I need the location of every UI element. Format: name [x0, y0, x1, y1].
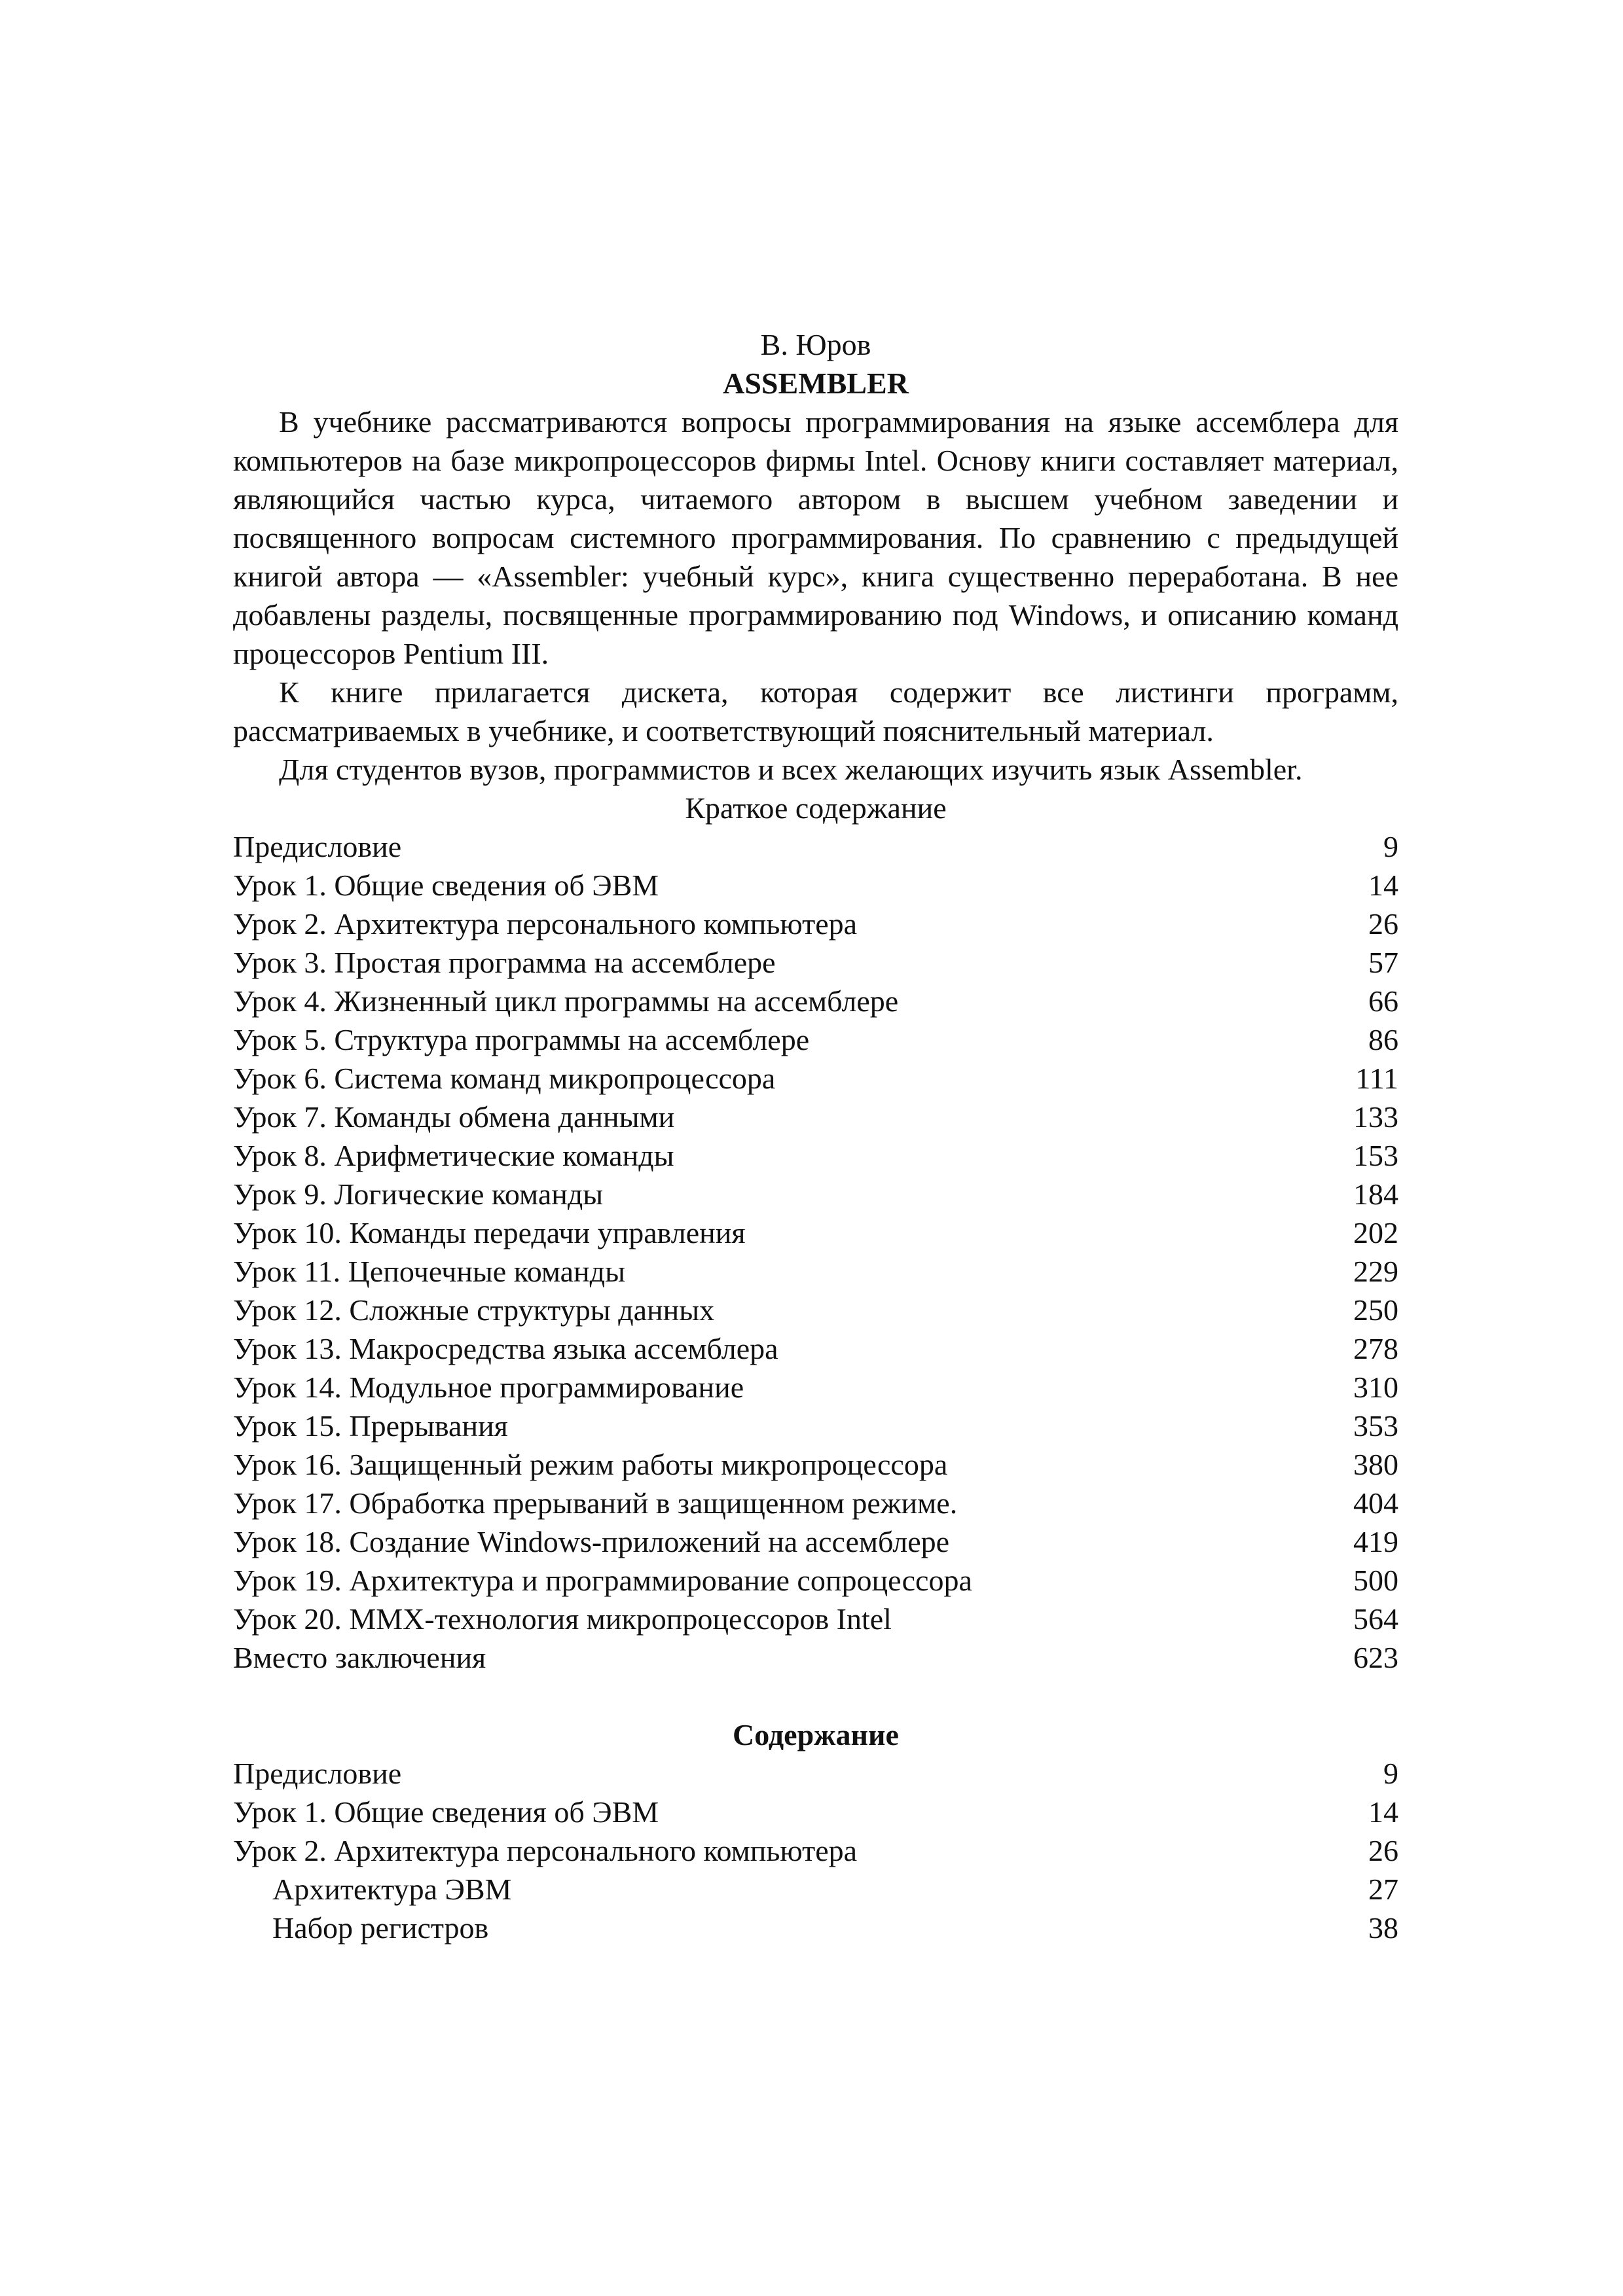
toc-entry	[233, 1831, 1398, 1870]
toc-entry-page: 111	[1355, 1062, 1398, 1095]
short-toc-heading: Краткое содержание	[685, 791, 947, 825]
toc-entry-page: 14	[1368, 1795, 1398, 1829]
annotation	[233, 403, 1398, 789]
toc-entry	[233, 1291, 1398, 1329]
toc-entry-page: 500	[1353, 1564, 1398, 1597]
toc-entry	[233, 1175, 1398, 1213]
toc-entry-title: Урок 5. Структура программы на ассемблере	[233, 1023, 810, 1056]
toc-entry-page: 9	[1383, 1757, 1398, 1790]
toc-entry	[233, 1522, 1398, 1561]
toc-entry-title: Урок 10. Команды передачи управления	[233, 1216, 746, 1249]
toc-entry	[233, 827, 1398, 866]
toc-entry-page: 86	[1368, 1023, 1398, 1056]
book-title: ASSEMBLER	[723, 367, 909, 400]
toc-entry-page: 153	[1353, 1139, 1398, 1172]
toc-entry-title: Урок 17. Обработка прерываний в защищенном режиме.	[233, 1486, 958, 1520]
author: В. Юров	[760, 328, 871, 361]
toc-entry-title: Предисловие	[233, 830, 402, 863]
toc-entry	[233, 943, 1398, 982]
toc-entry-title: Урок 20. MMX-технология микропроцессоров Intel	[233, 1602, 892, 1636]
toc-entry-page: 310	[1353, 1371, 1398, 1404]
toc-entry	[233, 1136, 1398, 1175]
toc-entry-title: Урок 3. Простая программа на ассемблере	[233, 946, 776, 979]
toc-entry-page: 57	[1368, 946, 1398, 979]
toc-entry-title: Урок 4. Жизненный цикл программы на ассемблере	[233, 984, 899, 1018]
toc-entry	[233, 1754, 1398, 1793]
toc-entry-page: 229	[1353, 1255, 1398, 1288]
toc-entry	[233, 1329, 1398, 1368]
toc-entry	[233, 1600, 1398, 1638]
toc-entry-page: 66	[1368, 984, 1398, 1018]
toc-entry-title: Урок 15. Прерывания	[233, 1409, 508, 1443]
toc-entry-page: 623	[1353, 1641, 1398, 1674]
toc-entry	[233, 1870, 1398, 1909]
toc-entry-page: 278	[1353, 1332, 1398, 1365]
toc-entry-title: Урок 7. Команды обмена данными	[233, 1100, 675, 1134]
toc-entry-title: Набор регистров	[272, 1911, 489, 1945]
annotation-paragraph: К книге прилагается дискета, которая содержит все листинги программ, рассматриваемых в учебнике, и соответствующий пояснительный материал.	[233, 675, 1398, 747]
toc-entry-title: Урок 1. Общие сведения об ЭВМ	[233, 1795, 659, 1829]
page-content	[233, 325, 1398, 1947]
toc-entry-page: 184	[1353, 1177, 1398, 1211]
short-toc	[233, 827, 1398, 1677]
toc-entry	[233, 982, 1398, 1020]
toc-entry-title: Урок 13. Макросредства языка ассемблера	[233, 1332, 778, 1365]
toc-entry-title: Урок 18. Создание Windows-приложений на ассемблере	[233, 1525, 950, 1558]
toc-entry-page: 27	[1368, 1873, 1398, 1906]
toc-entry	[233, 1213, 1398, 1252]
toc-entry-title: Урок 2. Архитектура персонального компьютера	[233, 907, 858, 941]
toc-entry	[233, 1020, 1398, 1059]
toc-entry	[233, 1368, 1398, 1407]
annotation-paragraph: В учебнике рассматриваются вопросы программирования на языке ассемблера для компьютеров на базе микропроцессоров фирмы Intel. Основу книги составляет материал, являющийся частью курса, читаемого автором в высшем учебном заведении и посвященного вопросам системного программирования. По сравнению с предыдущей книгой автора — «Assembler: учебный курс», книга существенно переработана. В нее добавлены разделы, посвященные программированию под Windows, и описанию команд процессоров Pentium III.	[233, 405, 1398, 670]
toc-entry	[233, 866, 1398, 905]
toc-entry	[233, 1059, 1398, 1098]
toc-entry	[233, 1407, 1398, 1445]
toc-entry-title: Урок 16. Защищенный режим работы микропроцессора	[233, 1448, 948, 1481]
toc-entry-page: 26	[1368, 907, 1398, 941]
toc-entry-title: Урок 12. Сложные структуры данных	[233, 1293, 715, 1327]
toc-entry-title: Урок 6. Система команд микропроцессора	[233, 1062, 776, 1095]
toc-entry-title: Предисловие	[233, 1757, 402, 1790]
toc-entry-page: 26	[1368, 1834, 1398, 1867]
toc-entry-title: Урок 1. Общие сведения об ЭВМ	[233, 869, 659, 902]
full-toc-heading: Содержание	[733, 1718, 899, 1751]
toc-entry	[233, 1909, 1398, 1947]
toc-entry-page: 404	[1353, 1486, 1398, 1520]
toc-entry-title: Урок 11. Цепочечные команды	[233, 1255, 625, 1288]
toc-entry-page: 564	[1353, 1602, 1398, 1636]
toc-entry-page: 14	[1368, 869, 1398, 902]
toc-entry-title: Урок 8. Арифметические команды	[233, 1139, 674, 1172]
toc-entry	[233, 1638, 1398, 1677]
toc-entry-page: 250	[1353, 1293, 1398, 1327]
toc-entry-page: 419	[1353, 1525, 1398, 1558]
toc-entry-title: Урок 14. Модульное программирование	[233, 1371, 744, 1404]
toc-entry-title: Урок 2. Архитектура персонального компьютера	[233, 1834, 858, 1867]
toc-entry-page: 353	[1353, 1409, 1398, 1443]
full-toc	[233, 1754, 1398, 1947]
toc-entry-title: Вместо заключения	[233, 1641, 486, 1674]
toc-entry-title: Архитектура ЭВМ	[272, 1873, 512, 1906]
toc-entry-page: 38	[1368, 1911, 1398, 1945]
toc-entry-page: 380	[1353, 1448, 1398, 1481]
toc-entry	[233, 905, 1398, 943]
toc-entry	[233, 1484, 1398, 1522]
spacer	[233, 1677, 1398, 1715]
toc-entry-title: Урок 19. Архитектура и программирование сопроцессора	[233, 1564, 972, 1597]
toc-entry-page: 133	[1353, 1100, 1398, 1134]
toc-entry-page: 9	[1383, 830, 1398, 863]
annotation-paragraph: Для студентов вузов, программистов и всех желающих изучить язык Assembler.	[279, 753, 1303, 786]
toc-entry	[233, 1252, 1398, 1291]
toc-entry-page: 202	[1353, 1216, 1398, 1249]
toc-entry	[233, 1445, 1398, 1484]
toc-entry	[233, 1561, 1398, 1600]
toc-entry	[233, 1793, 1398, 1831]
toc-entry	[233, 1098, 1398, 1136]
toc-entry-title: Урок 9. Логические команды	[233, 1177, 604, 1211]
